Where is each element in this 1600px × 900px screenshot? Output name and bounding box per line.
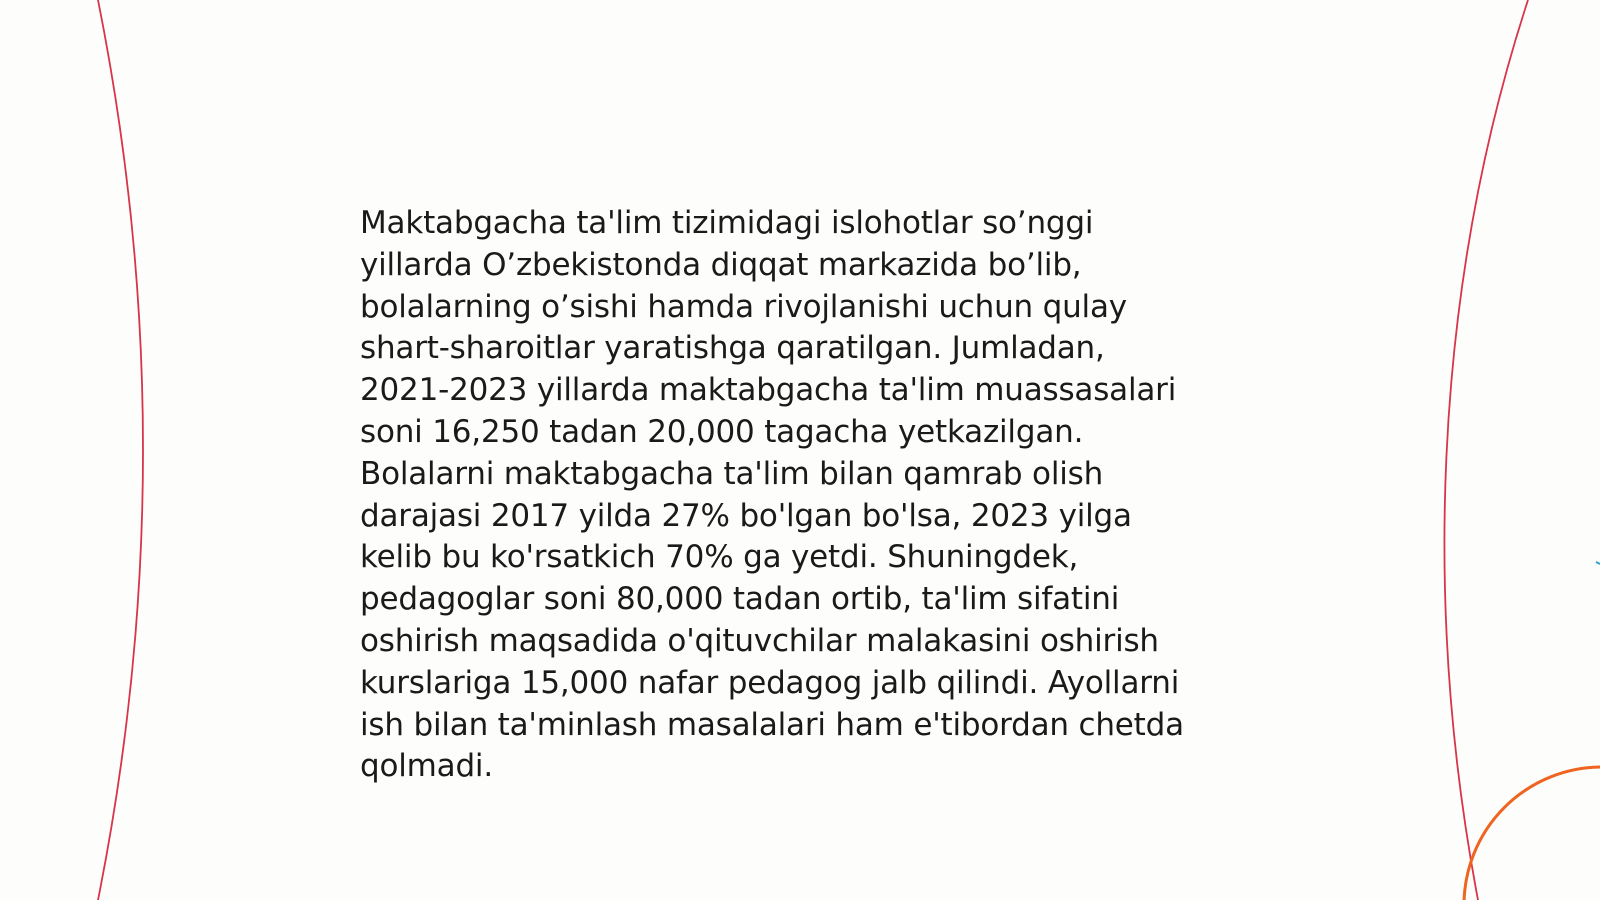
paragraph-line: soni 16,250 tadan 20,000 tagacha yetkazilgan.: [360, 413, 1084, 450]
right-arc-line: [1444, 0, 1528, 900]
paragraph-line: kurslariga 15,000 nafar pedagog jalb qilindi. Ayollarni: [360, 664, 1180, 701]
paragraph-line: Bolalarni maktabgacha ta'lim bilan qamrab olish: [360, 455, 1104, 492]
paragraph-line: yillarda O’zbekistonda diqqat markazida bo’lib,: [360, 246, 1082, 283]
left-arc-line: [98, 0, 143, 900]
paragraph-line: bolalarning o’sishi hamda rivojlanishi uchun qulay: [360, 288, 1127, 325]
paragraph-line: ish bilan ta'minlash masalalari ham e'tibordan chetda: [360, 706, 1184, 743]
paragraph-line: pedagoglar soni 80,000 tadan ortib, ta'lim sifatini: [360, 581, 1120, 618]
paragraph-line: darajasi 2017 yilda 27% bo'lgan bo'lsa, 2023 yilga: [360, 497, 1132, 534]
paragraph-line: 2021-2023 yillarda maktabgacha ta'lim muassasalari: [360, 372, 1177, 409]
paragraph-line: shart-sharoitlar yaratishga qaratilgan. Jumladan,: [360, 330, 1105, 367]
paragraph-line: kelib bu ko'rsatkich 70% ga yetdi. Shuningdek,: [360, 539, 1079, 576]
corner-circle-outline: [1464, 767, 1600, 900]
accent-tick-mark: [1596, 562, 1600, 564]
paragraph-line: Maktabgacha ta'lim tizimidagi islohotlar so’nggi: [360, 205, 1094, 241]
paragraph-line: qolmadi.: [360, 748, 493, 785]
paragraph-line: oshirish maqsadida o'qituvchilar malakasini oshirish: [360, 622, 1159, 659]
body-paragraph: [360, 203, 1240, 788]
